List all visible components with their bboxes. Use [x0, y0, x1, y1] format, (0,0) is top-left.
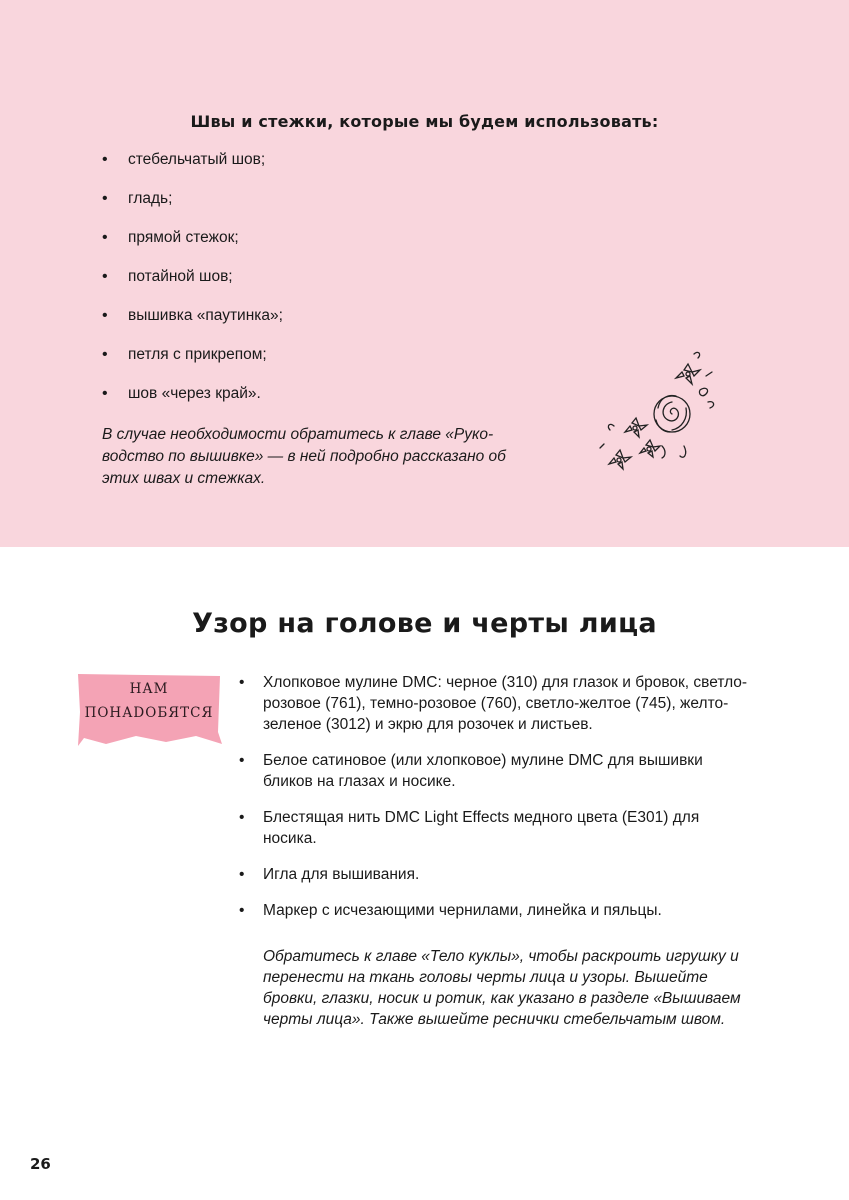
- list-item: • Белое сатиновое (или хлопковое) мулине DMC для вышивки бликов на глазах и носике.: [236, 750, 750, 807]
- list-item: • шов «через край».: [102, 384, 283, 423]
- list-item: • прямой стежок;: [102, 228, 283, 267]
- small-flower-icon: [640, 440, 660, 457]
- needs-banner: [76, 672, 222, 747]
- list-item: • Игла для вышивания.: [236, 864, 750, 900]
- small-flower-icon: [609, 450, 631, 469]
- list-item: • гладь;: [102, 189, 283, 228]
- banner-label-line2: ПОНАDОБЯТСЯ: [84, 705, 214, 721]
- section-title: Узор на голове и черты лица: [192, 608, 657, 639]
- banner-label-line1: НАМ: [129, 681, 169, 697]
- small-flower-icon: [625, 418, 647, 437]
- materials-list: [236, 672, 750, 936]
- stitches-note: В случае необходимости обратитесь к главе «Руководство по вышивке» — в ней подробно рассказано об этих швах и стежках.: [102, 426, 506, 487]
- stitches-heading: Швы и стежки, которые мы будем использовать:: [190, 112, 659, 131]
- instruction-paragraph: Обратитесь к главе «Тело куклы», чтобы раскроить игрушку и перенести на ткань головы черты лица и узоры. Вышейте бровки, глазки, носик и ротик, как указано в разделе «Вышиваем черты лица». Также вышейте реснички стебельчатым швом.: [263, 948, 741, 1028]
- small-flower-icon: [676, 364, 700, 384]
- list-item: • вышивка «паутинка»;: [102, 306, 283, 345]
- list-item: • потайной шов;: [102, 267, 283, 306]
- list-item: • стебельчатый шов;: [102, 150, 283, 189]
- list-item: • Маркер с исчезающими чернилами, линейка и пяльцы.: [236, 900, 750, 936]
- list-item: • петля с прикрепом;: [102, 345, 283, 384]
- page-number: 26: [30, 1155, 51, 1173]
- list-item: • Блестящая нить DMC Light Effects медного цвета (E301) для носика.: [236, 807, 750, 864]
- rose-icon: [654, 396, 690, 433]
- stitch-list: [102, 150, 283, 423]
- list-item: • Хлопковое мулине DMC: черное (310) для глазок и бровок, светло-розовое (761), темно-розовое (760), светло-желтое (745), желто-зеленое (3012) и экрю для розочек и листьев.: [236, 672, 750, 750]
- flower-sketch-illustration: [596, 346, 724, 482]
